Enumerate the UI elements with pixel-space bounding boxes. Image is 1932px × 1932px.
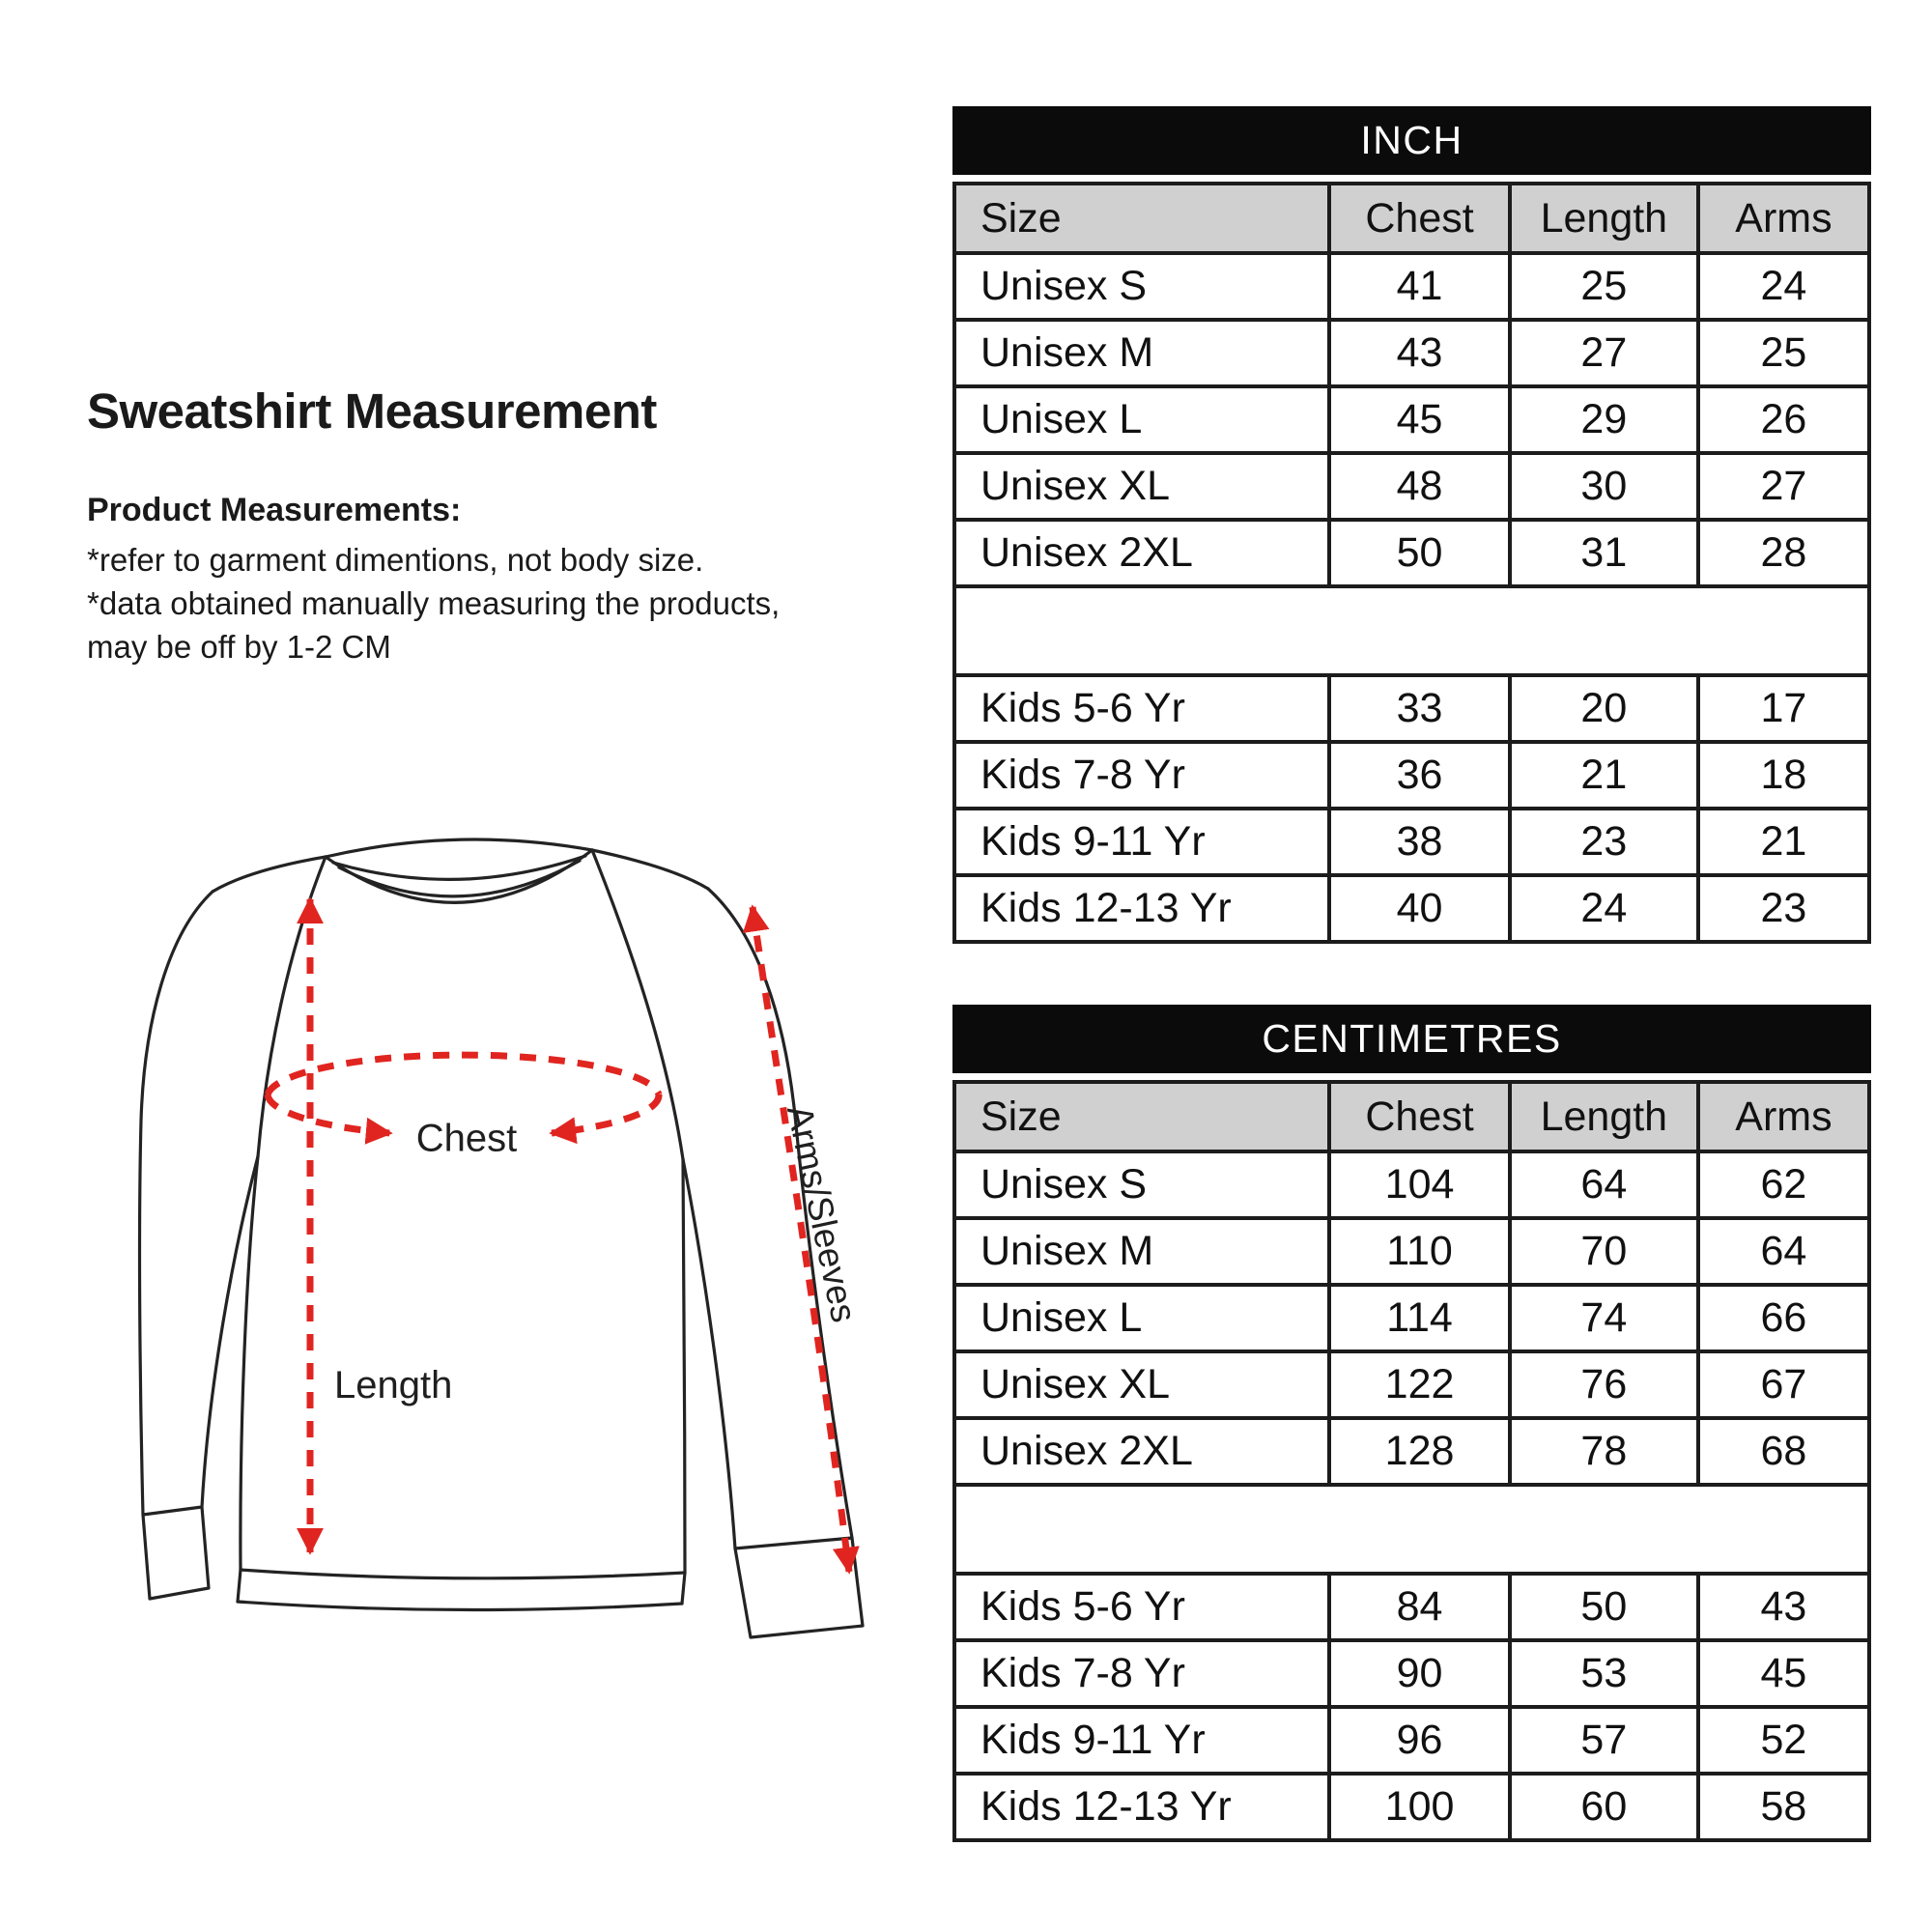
size-cell: Kids 9-11 Yr xyxy=(954,1707,1329,1774)
table-row xyxy=(954,1640,1869,1707)
arms-cell: 52 xyxy=(1698,1707,1869,1774)
length-cell: 57 xyxy=(1510,1707,1698,1774)
size-cell: Kids 7-8 Yr xyxy=(954,1640,1329,1707)
table-row xyxy=(954,675,1869,742)
column-header-length: Length xyxy=(1510,1082,1698,1151)
column-header-arms: Arms xyxy=(1698,1082,1869,1151)
notes-line: *data obtained manually measuring the products, xyxy=(87,584,781,621)
chest-cell: 36 xyxy=(1329,742,1510,809)
chest-cell: 110 xyxy=(1329,1218,1510,1285)
table-row xyxy=(954,1574,1869,1640)
table-row xyxy=(954,1151,1869,1218)
arms-cell: 66 xyxy=(1698,1285,1869,1351)
chest-cell: 48 xyxy=(1329,453,1510,520)
length-cell: 30 xyxy=(1510,453,1698,520)
sweatshirt-outline xyxy=(140,839,863,1637)
column-header-size: Size xyxy=(954,184,1329,253)
length-cell: 60 xyxy=(1510,1774,1698,1840)
arms-cell: 17 xyxy=(1698,675,1869,742)
size-cell: Unisex L xyxy=(954,1285,1329,1351)
chest-label: Chest xyxy=(415,1117,518,1160)
size-cell: Unisex S xyxy=(954,253,1329,320)
table-row xyxy=(954,742,1869,809)
length-cell: 70 xyxy=(1510,1218,1698,1285)
arms-cell: 26 xyxy=(1698,386,1869,453)
sweatshirt-diagram-svg xyxy=(53,807,903,1657)
length-cell: 23 xyxy=(1510,809,1698,875)
product-notes xyxy=(87,491,782,668)
hem-right-edge xyxy=(682,1573,685,1604)
arms-cell: 23 xyxy=(1698,875,1869,942)
chest-ellipse-left-arrow xyxy=(268,1094,390,1133)
arms-cell: 24 xyxy=(1698,253,1869,320)
size-cell: Kids 7-8 Yr xyxy=(954,742,1329,809)
arms-cell: 45 xyxy=(1698,1640,1869,1707)
right-shoulder xyxy=(592,850,708,889)
length-cell: 31 xyxy=(1510,520,1698,586)
table-row xyxy=(954,320,1869,386)
size-cell: Unisex 2XL xyxy=(954,520,1329,586)
cm-header-row xyxy=(954,1082,1869,1151)
size-cell: Kids 12-13 Yr xyxy=(954,1774,1329,1840)
size-cell: Unisex L xyxy=(954,386,1329,453)
measurement-arrows xyxy=(268,899,849,1572)
length-cell: 76 xyxy=(1510,1351,1698,1418)
arms-cell: 27 xyxy=(1698,453,1869,520)
length-cell: 24 xyxy=(1510,875,1698,942)
size-cell: Kids 9-11 Yr xyxy=(954,809,1329,875)
table-row xyxy=(954,453,1869,520)
length-cell: 53 xyxy=(1510,1640,1698,1707)
spacer-row xyxy=(954,1485,1869,1574)
notes-heading: Product Measurements: xyxy=(87,492,462,528)
chest-cell: 43 xyxy=(1329,320,1510,386)
column-header-chest: Chest xyxy=(1329,184,1510,253)
length-cell: 64 xyxy=(1510,1151,1698,1218)
chest-cell: 41 xyxy=(1329,253,1510,320)
chest-cell: 45 xyxy=(1329,386,1510,453)
table-row xyxy=(954,1707,1869,1774)
arms-cell: 62 xyxy=(1698,1151,1869,1218)
table-row xyxy=(954,520,1869,586)
table-row xyxy=(954,1351,1869,1418)
column-header-size: Size xyxy=(954,1082,1329,1151)
length-cell: 74 xyxy=(1510,1285,1698,1351)
chest-ellipse-top-arc xyxy=(268,1055,659,1094)
arms-cell: 21 xyxy=(1698,809,1869,875)
length-cell: 78 xyxy=(1510,1418,1698,1485)
chest-cell: 50 xyxy=(1329,520,1510,586)
length-cell: 25 xyxy=(1510,253,1698,320)
chest-cell: 104 xyxy=(1329,1151,1510,1218)
chest-cell: 128 xyxy=(1329,1418,1510,1485)
length-cell: 21 xyxy=(1510,742,1698,809)
chest-cell: 33 xyxy=(1329,675,1510,742)
table-row xyxy=(954,253,1869,320)
size-cell: Unisex XL xyxy=(954,1351,1329,1418)
column-header-length: Length xyxy=(1510,184,1698,253)
sweatshirt-measurement-diagram xyxy=(53,807,903,1657)
hem-top-line xyxy=(241,1570,685,1578)
column-header-chest: Chest xyxy=(1329,1082,1510,1151)
inch-table-block xyxy=(952,106,1871,944)
table-row xyxy=(954,386,1869,453)
size-cell: Kids 12-13 Yr xyxy=(954,875,1329,942)
inch-header-row xyxy=(954,184,1869,253)
arms-cell: 68 xyxy=(1698,1418,1869,1485)
chest-cell: 90 xyxy=(1329,1640,1510,1707)
size-cell: Unisex S xyxy=(954,1151,1329,1218)
chest-cell: 100 xyxy=(1329,1774,1510,1840)
spacer-row xyxy=(954,586,1869,675)
length-label: Length xyxy=(334,1364,453,1406)
spacer-cell xyxy=(954,1485,1869,1574)
length-cell: 50 xyxy=(1510,1574,1698,1640)
table-row xyxy=(954,875,1869,942)
arms-cell: 25 xyxy=(1698,320,1869,386)
spacer-cell xyxy=(954,586,1869,675)
centimetres-table-block xyxy=(952,1005,1871,1842)
chest-cell: 122 xyxy=(1329,1351,1510,1418)
left-sleeve-inner xyxy=(202,1156,258,1507)
size-cell: Kids 5-6 Yr xyxy=(954,675,1329,742)
collar-back-arc xyxy=(326,839,592,857)
arms-cell: 58 xyxy=(1698,1774,1869,1840)
chest-cell: 40 xyxy=(1329,875,1510,942)
inch-size-table xyxy=(952,182,1871,944)
chest-cell: 84 xyxy=(1329,1574,1510,1640)
arms-cell: 67 xyxy=(1698,1351,1869,1418)
arms-sleeves-label: Arms/Sleeves xyxy=(779,1101,865,1326)
length-cell: 20 xyxy=(1510,675,1698,742)
chest-cell: 114 xyxy=(1329,1285,1510,1351)
chest-cell: 38 xyxy=(1329,809,1510,875)
arms-cell: 64 xyxy=(1698,1218,1869,1285)
centimetres-size-table xyxy=(952,1080,1871,1842)
left-shoulder xyxy=(213,857,326,892)
hem-bottom-line xyxy=(238,1602,682,1610)
left-sleeve-outer xyxy=(140,892,213,1515)
column-header-arms: Arms xyxy=(1698,184,1869,253)
length-cell: 29 xyxy=(1510,386,1698,453)
table-row xyxy=(954,1774,1869,1840)
centimetres-table-banner: CENTIMETRES xyxy=(952,1005,1871,1073)
arms-cell: 43 xyxy=(1698,1574,1869,1640)
size-cell: Unisex XL xyxy=(954,453,1329,520)
chest-cell: 96 xyxy=(1329,1707,1510,1774)
table-row xyxy=(954,1285,1869,1351)
hem-left-edge xyxy=(238,1570,241,1602)
size-cell: Unisex M xyxy=(954,1218,1329,1285)
length-cell: 27 xyxy=(1510,320,1698,386)
size-cell: Kids 5-6 Yr xyxy=(954,1574,1329,1640)
table-row xyxy=(954,1418,1869,1485)
table-row xyxy=(954,809,1869,875)
chest-ellipse-right-arrow xyxy=(552,1094,659,1133)
body-right-edge xyxy=(683,1159,685,1573)
notes-line: may be off by 1-2 CM xyxy=(87,628,391,665)
table-row xyxy=(954,1218,1869,1285)
size-cell: Unisex M xyxy=(954,320,1329,386)
right-sleeve-inner xyxy=(683,1159,735,1548)
size-cell: Unisex 2XL xyxy=(954,1418,1329,1485)
arms-cell: 28 xyxy=(1698,520,1869,586)
page-title: Sweatshirt Measurement xyxy=(87,384,657,439)
left-cuff xyxy=(143,1507,209,1599)
notes-line: *refer to garment dimentions, not body size. xyxy=(87,541,704,578)
arms-cell: 18 xyxy=(1698,742,1869,809)
inch-table-banner: INCH xyxy=(952,106,1871,175)
